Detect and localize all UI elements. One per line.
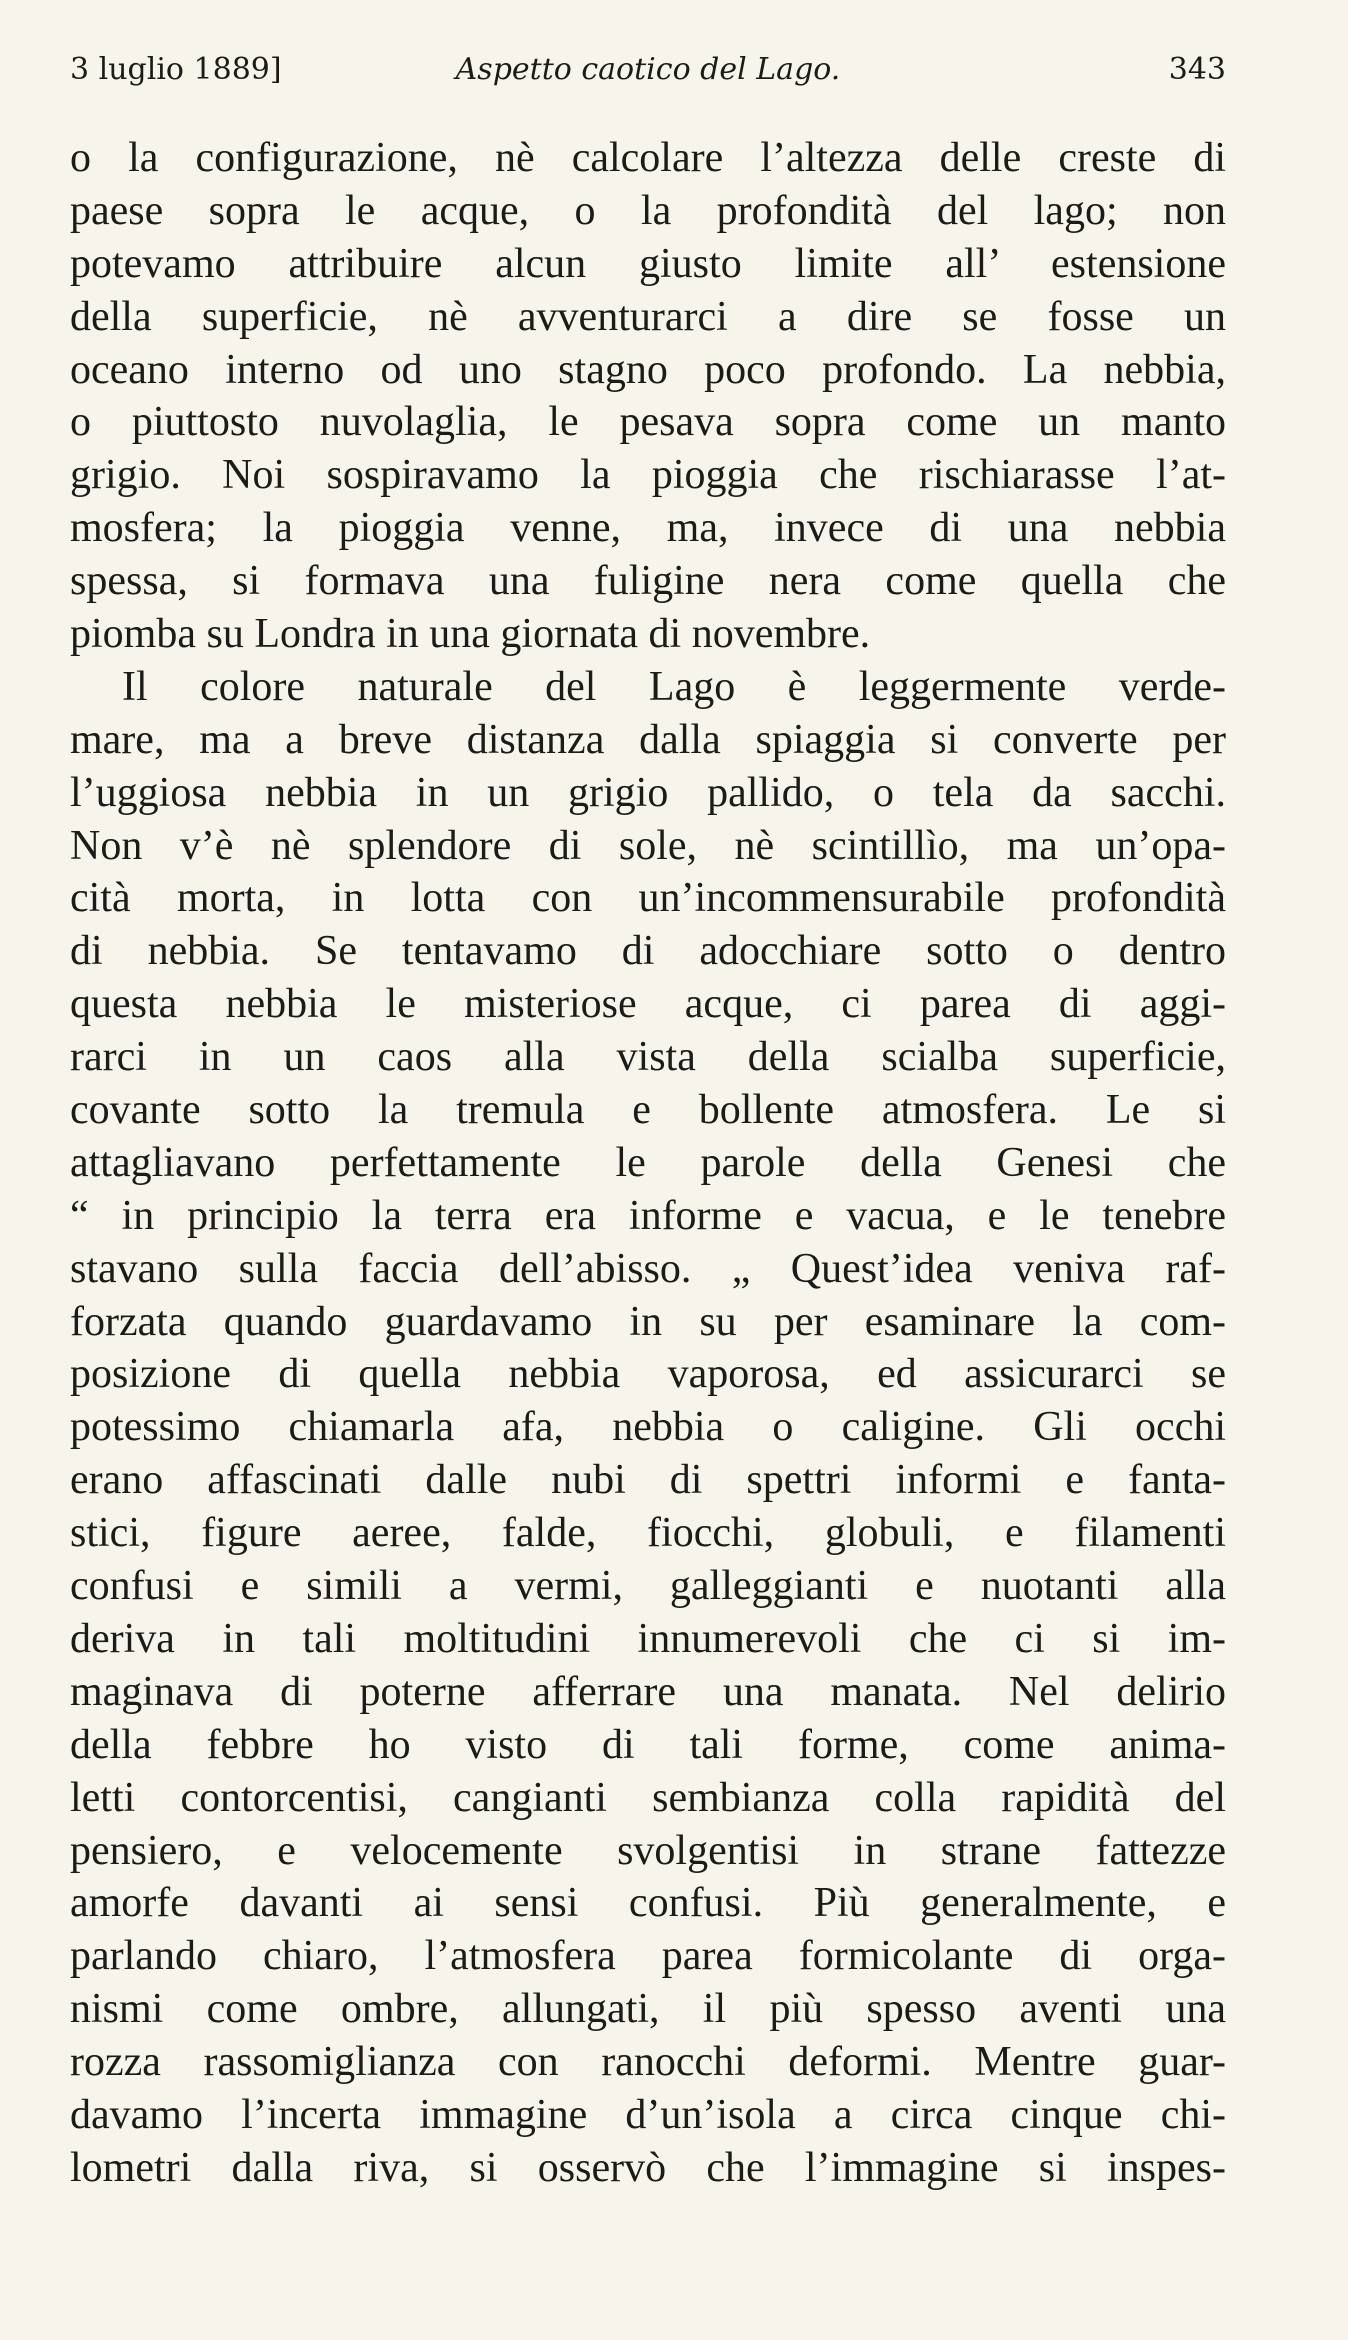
header-title: Aspetto caotico del Lago. bbox=[455, 52, 841, 87]
text-line: piomba su Londra in una giornata di novembre. bbox=[70, 611, 871, 658]
text-line: posizione di quella nebbia vaporosa, ed assicurarci se bbox=[70, 1351, 1226, 1398]
book-page bbox=[70, 48, 1226, 2310]
header-date: 3 luglio 1889] bbox=[70, 52, 282, 87]
text-line: davamo l’incerta immagine d’un’isola a circa cinque chi- bbox=[70, 2091, 1226, 2138]
page-number: 343 bbox=[1168, 52, 1226, 87]
text-line: letti contorcentisi, cangianti sembianza colla rapidità del bbox=[70, 1774, 1226, 1821]
text-line: o piuttosto nuvolaglia, le pesava sopra come un manto bbox=[70, 399, 1226, 446]
text-line: della febbre ho visto di tali forme, come anima- bbox=[70, 1721, 1226, 1768]
text-line: questa nebbia le misteriose acque, ci parea di aggi- bbox=[70, 981, 1226, 1028]
text-line: spessa, si formava una fuligine nera come quella che bbox=[70, 558, 1226, 605]
text-line: mare, ma a breve distanza dalla spiaggia si converte per bbox=[70, 716, 1226, 763]
text-line: lometri dalla riva, si osservò che l’immagine si inspes- bbox=[70, 2144, 1226, 2191]
text-line: nismi come ombre, allungati, il più spesso aventi una bbox=[70, 1986, 1226, 2033]
text-line: rarci in un caos alla vista della scialba superficie, bbox=[70, 1034, 1226, 1081]
text-line: attagliavano perfettamente le parole della Genesi che bbox=[70, 1139, 1226, 1186]
text-line: Il colore naturale del Lago è leggermente verde- bbox=[122, 663, 1226, 710]
text-line: stici, figure aeree, falde, fiocchi, globuli, e filamenti bbox=[70, 1510, 1226, 1557]
text-line: Non v’è nè splendore di sole, nè scintillìo, ma un’opa- bbox=[70, 822, 1226, 869]
text-line: l’uggiosa nebbia in un grigio pallido, o tela da sacchi. bbox=[70, 769, 1226, 816]
text-line: rozza rassomiglianza con ranocchi deformi. Mentre guar- bbox=[70, 2039, 1226, 2086]
text-line: confusi e simili a vermi, galleggianti e nuotanti alla bbox=[70, 1563, 1226, 1610]
text-line: pensiero, e velocemente svolgentisi in strane fattezze bbox=[70, 1827, 1226, 1874]
text-line: “ in principio la terra era informe e vacua, e le tenebre bbox=[70, 1192, 1226, 1239]
text-line: mosfera; la pioggia venne, ma, invece di una nebbia bbox=[70, 505, 1226, 552]
text-line: covante sotto la tremula e bollente atmosfera. Le si bbox=[70, 1087, 1226, 1134]
text-line: potevamo attribuire alcun giusto limite all’ estensione bbox=[70, 240, 1226, 287]
text-line: parlando chiaro, l’atmosfera parea formicolante di orga- bbox=[70, 1933, 1226, 1980]
text-line: o la configurazione, nè calcolare l’altezza delle creste di bbox=[70, 135, 1226, 181]
text-line: maginava di poterne afferrare una manata. Nel delirio bbox=[70, 1668, 1226, 1715]
text-line: deriva in tali moltitudini innumerevoli che ci si im- bbox=[70, 1615, 1226, 1662]
text-line: stavano sulla faccia dell’abisso. „ Quest’idea veniva raf- bbox=[70, 1245, 1226, 1292]
text-line: amorfe davanti ai sensi confusi. Più generalmente, e bbox=[70, 1880, 1226, 1927]
running-header bbox=[70, 48, 1226, 92]
body-text bbox=[70, 132, 1226, 2195]
text-line: cità morta, in lotta con un’incommensurabile profondità bbox=[70, 875, 1226, 922]
text-line: potessimo chiamarla afa, nebbia o caligine. Gli occhi bbox=[70, 1404, 1226, 1451]
text-line: della superficie, nè avventurarci a dire se fosse un bbox=[70, 293, 1226, 340]
text-line: paese sopra le acque, o la profondità del lago; non bbox=[70, 187, 1226, 234]
text-line: di nebbia. Se tentavamo di adocchiare sotto o dentro bbox=[70, 928, 1226, 975]
text-line: forzata quando guardavamo in su per esaminare la com- bbox=[70, 1298, 1226, 1345]
text-line: erano affascinati dalle nubi di spettri informi e fanta- bbox=[70, 1457, 1226, 1504]
text-line: oceano interno od uno stagno poco profondo. La nebbia, bbox=[70, 346, 1226, 393]
text-line: grigio. Noi sospiravamo la pioggia che rischiarasse l’at- bbox=[70, 452, 1226, 499]
